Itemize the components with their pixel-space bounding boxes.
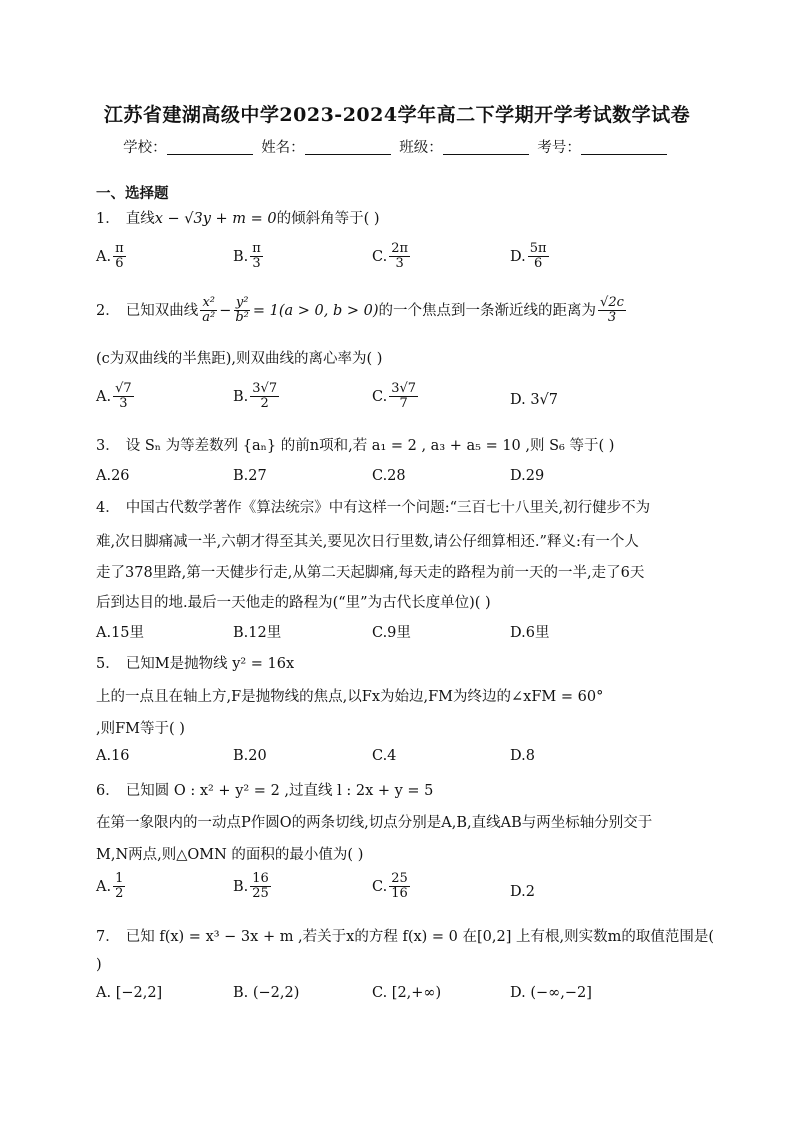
option-c[interactable]: C. $\frac{2\pi}{3}$ <box>372 241 409 272</box>
option-b[interactable]: B.20 <box>233 748 267 764</box>
option-d[interactable]: D.6里 <box>510 625 550 641</box>
question-2-cont: (c为双曲线的半焦距),则双曲线的离心率为( ) <box>96 351 383 367</box>
option-a[interactable]: A. $\frac{√7}{3}$ <box>96 381 132 412</box>
question-text: 已知双曲线 <box>125 302 199 319</box>
name-label: 姓名： <box>261 140 305 156</box>
question-6-cont: 在第一象限内的一动点P作圆O的两条切线,切点分别是A,B,直线AB与两坐标轴分别交于 <box>96 815 653 831</box>
option-b[interactable]: B. (−2,2) <box>233 985 300 1001</box>
question-7-cont: ) <box>96 957 102 973</box>
option-c[interactable]: C.28 <box>372 468 406 484</box>
question-number: 1． <box>96 211 120 227</box>
question-text: 直线 <box>125 211 155 227</box>
exam-no-label: 考号： <box>537 140 581 156</box>
question-number: 6． <box>96 783 120 799</box>
exam-no-blank[interactable] <box>581 140 667 155</box>
option-d[interactable]: D. (−∞,−2] <box>510 985 592 1001</box>
class-label: 班级： <box>399 140 443 156</box>
option-c[interactable]: C. $\frac{25}{16}$ <box>372 871 408 902</box>
question-text: 的倾斜角等于( ) <box>276 211 380 227</box>
question-text: 中国古代数学著作《算法统宗》中有这样一个问题:“三百七十八里关,初行健步不为 <box>125 500 651 516</box>
school-blank[interactable] <box>167 140 253 155</box>
option-a[interactable]: A.26 <box>96 468 130 484</box>
option-d[interactable]: D.8 <box>510 748 535 764</box>
option-a[interactable]: A. $\frac{\pi}{6}$ <box>96 241 124 272</box>
option-b[interactable]: B.27 <box>233 468 267 484</box>
question-3 <box>96 434 614 455</box>
option-b[interactable]: B.12里 <box>233 625 282 641</box>
option-d[interactable]: D.29 <box>510 468 545 484</box>
question-number: 2． <box>96 302 120 319</box>
question-text: 已知 f(x) = x³ − 3x + m ,若关于x的方程 f(x) = 0 在[0,2] 上有根,则实数m的取值范围是( <box>125 929 715 945</box>
math-expression: x − √3y + m = 0 <box>154 211 277 227</box>
question-5-cont: 上的一点且在轴上方,F是抛物线的焦点,以Fx为始边,FM为终边的∠xFM = 60° <box>96 689 604 705</box>
question-number: 7． <box>96 929 120 945</box>
question-4-cont: 难,次日脚痛减一半,六朝才得至其关,要见次日行里数,请公仔细算相还.”释义:有一个人 <box>96 534 639 550</box>
page-title: 江苏省建湖高级中学2023-2024学年高二下学期开学考试数学试卷 <box>103 104 691 126</box>
option-c[interactable]: C.9里 <box>372 625 411 641</box>
option-d[interactable]: D. $\frac{5\pi}{6}$ <box>510 241 547 272</box>
option-b[interactable]: B. $\frac{\pi}{3}$ <box>233 241 261 272</box>
question-number: 4． <box>96 500 120 516</box>
question-6 <box>96 779 433 800</box>
question-1 <box>96 207 380 228</box>
math-expression: = 1(a > 0, b > 0) <box>252 302 379 319</box>
student-info-line <box>0 136 794 157</box>
question-4 <box>96 496 650 517</box>
option-a[interactable]: A. [−2,2] <box>96 985 163 1001</box>
option-b[interactable]: B. $\frac{3√7}{2}$ <box>233 381 278 412</box>
question-4-cont: 走了378里路,第一天健步行走,从第二天起脚痛,每天走的路程为前一天的一半,走了6天 <box>96 565 645 581</box>
question-5 <box>96 652 294 673</box>
question-7 <box>96 925 714 946</box>
option-a[interactable]: A. $\frac{1}{2}$ <box>96 871 124 902</box>
option-a[interactable]: A.15里 <box>96 625 145 641</box>
option-a[interactable]: A.16 <box>96 748 130 764</box>
option-d[interactable]: D. 3√7 <box>510 392 559 408</box>
option-b[interactable]: B. $\frac{16}{25}$ <box>233 871 269 902</box>
question-5-cont: ,则FM等于( ) <box>96 721 185 737</box>
question-number: 3． <box>96 438 120 454</box>
question-6-cont: M,N两点,则△OMN 的面积的最小值为( ) <box>96 847 364 863</box>
question-text: 已知圆 O : x² + y² = 2 ,过直线 l : 2x + y = 5 <box>125 783 434 799</box>
option-d[interactable]: D.2 <box>510 884 535 900</box>
question-2: 2． 已知双曲线 $\frac{\text{x²}}{\text{a²}}$ − $\frac{\text{y²}}{\text{b²}}$ = 1(a > 0, b > 0)的一个焦点到一条渐近线的距离为 $\frac{√2c}{3}$ <box>96 295 624 326</box>
name-blank[interactable] <box>305 140 391 155</box>
question-text: 设 Sₙ 为等差数列 {aₙ} 的前n项和,若 a₁ = 2 , a₃ + a₅ = 10 ,则 S₆ 等于( ) <box>125 438 615 454</box>
question-number: 5． <box>96 656 120 672</box>
school-label: 学校： <box>123 140 167 156</box>
question-text: 已知M是抛物线 y² = 16x <box>125 656 295 672</box>
question-text: 的一个焦点到一条渐近线的距离为 <box>378 302 597 319</box>
question-4-cont: 后到达目的地.最后一天他走的路程为(“里”为古代长度单位)( ) <box>96 595 491 611</box>
option-c[interactable]: C.4 <box>372 748 397 764</box>
class-blank[interactable] <box>443 140 529 155</box>
option-c[interactable]: C. $\frac{3√7}{7}$ <box>372 381 417 412</box>
option-c[interactable]: C. [2,+∞) <box>372 985 442 1001</box>
section-heading: 一、选择题 <box>96 185 169 202</box>
